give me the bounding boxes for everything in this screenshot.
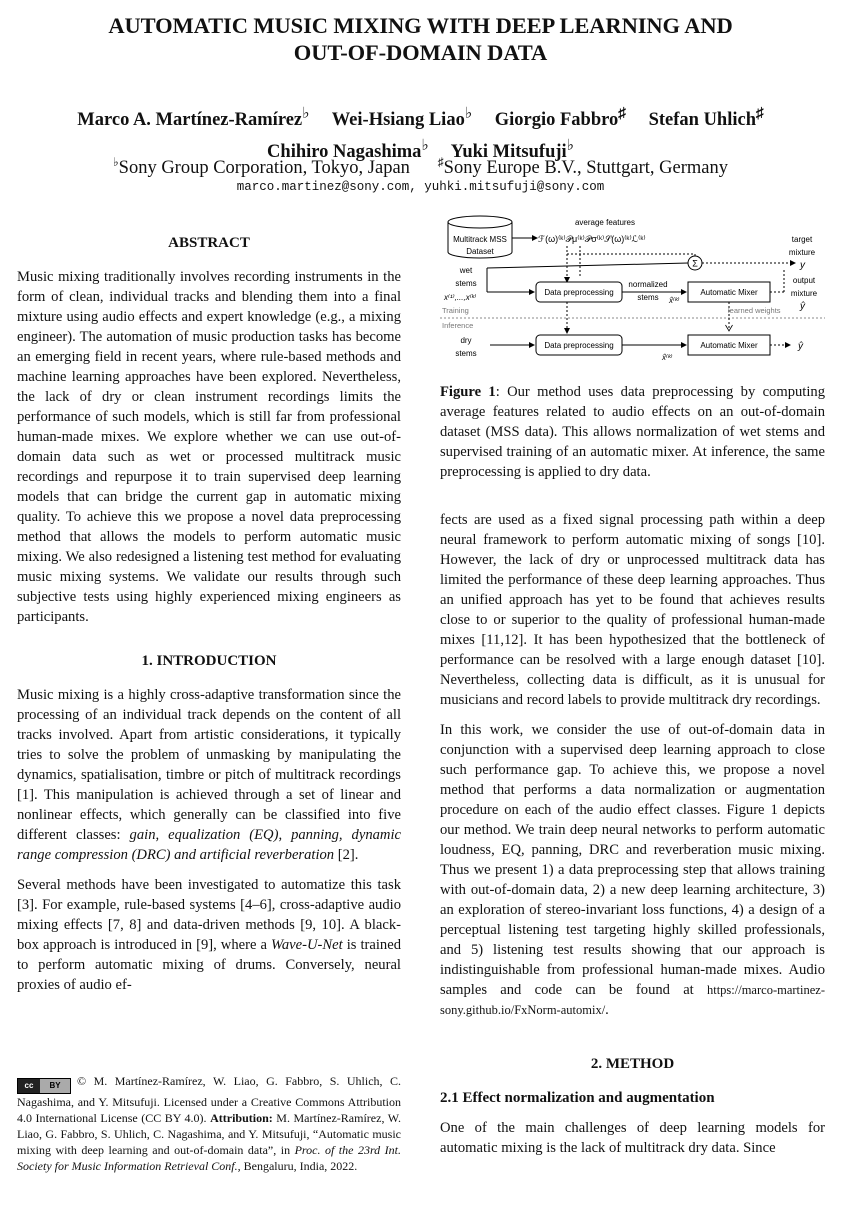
cc-by-icon: cc BY (17, 1078, 71, 1094)
right-column (440, 510, 825, 1168)
preprocessing-label-train: Data preprocessing (544, 288, 614, 297)
wet-label: wet (459, 266, 473, 275)
sum-symbol: Σ (692, 258, 698, 269)
inference-label: Inference (442, 321, 474, 330)
caption-text: : Our method uses data preprocessing by computing average features related to audio effects on an out-of-domain dataset (MSS data). This allows normalization of wet stems and supervised training of an automatic mixer. At inference, the same preprocessing is applied to dry data. (440, 384, 825, 480)
method-heading: 2. METHOD (590, 1056, 675, 1072)
method-paragraph-1: One of the main challenges of deep learning models for automatic mixing is the lack of multitrack dry data. Since (440, 1120, 825, 1156)
output-yhat: ŷ (800, 301, 805, 312)
target-label-2: mixture (788, 248, 816, 257)
target-label-1: target (791, 235, 813, 244)
x-sequence: x⁽¹⁾,...,x⁽ᵏ⁾ (444, 293, 477, 302)
mixer-label-train: Automatic Mixer (700, 288, 758, 297)
learned-weights-label: learned weights (728, 306, 781, 315)
left-column (17, 233, 401, 1005)
affiliation-sony-group: Sony Group Corporation, Tokyo, Japan (118, 158, 410, 179)
intro-paragraph-2: Several methods have been investigated to automatize this task [3]. For example, rule-based systems [4–6], cross-adaptive audio mixing effects [7, 8] and data-driven methods [9, 10]. A black-box approach is introduced in [9], where a Wave-U-Net is trained to perform automatic mixing of drums. Conversely, neural proxies of audio ef- (17, 877, 401, 993)
feature-symbols: ℱ(ω)⁽ᵏ⁾𝒫μ⁽ᵏ⁾𝒫σ⁽ᵏ⁾𝒮(ω)⁽ᵏ⁾ℒ⁽ᵏ⁾ (538, 234, 646, 244)
infer-yhat: ŷ (798, 341, 803, 352)
project-url[interactable]: https://marco-martinez-sony.github.io/FxNorm-automix/ (440, 983, 825, 1017)
normalized-label: normalized (628, 280, 668, 289)
license-footnote: cc BY © M. Martínez-Ramírez, W. Liao, G. Fabbro, S. Uhlich, C. Nagashima, and Y. Mitsufuji. Licensed under a Creative Commons Attribution 4.0 International License (CC BY 4.0). Attribution: M. Martínez-Ramírez, W. Liao, G. Fabbro, S. Uhlich, C. Nagashima, and Y. Mitsufuji, “Automatic music mixing with deep learning and out-of-domain data”, in Proc. of the 23rd Int. Society for Music Information Retrieval Conf., Bengaluru, India, 2022. (17, 1074, 401, 1173)
author-3: Giorgio Fabbro♯ (494, 105, 626, 131)
output-label-1: output (792, 276, 816, 285)
dataset-cylinder (448, 216, 512, 258)
caption-label: Figure 1 (440, 384, 496, 400)
author-4: Stefan Uhlich♯ (648, 105, 764, 131)
figure-1-diagram (440, 212, 825, 372)
paper-title (40, 12, 801, 66)
author-6: Yuki Mitsufuji♭ (450, 137, 574, 163)
xhat-infer: x̂⁽ᵏ⁾ (662, 353, 673, 362)
author-2: Wei-Hsiang Liao♭ (331, 105, 473, 131)
author-5: Chihiro Nagashima♭ (267, 137, 429, 163)
dry-stems-label: stems (455, 349, 477, 358)
affiliation-sony-europe: Sony Europe B.V., Stuttgart, Germany (443, 158, 729, 179)
author-1: Marco A. Martínez-Ramírez♭ (77, 105, 310, 131)
figure-1-caption (440, 382, 825, 492)
abstract-heading: ABSTRACT (168, 235, 250, 251)
title-line-1: AUTOMATIC MUSIC MIXING WITH DEEP LEARNING AND (108, 13, 733, 38)
title-line-2: OUT-OF-DOMAIN DATA (293, 40, 548, 65)
dry-label: dry (460, 336, 472, 345)
intro-paragraph-3: fects are used as a fixed signal processing path within a deep neural framework to perform automatic mixing of songs [10]. However, the lack of dry or unprocessed multitrack data has limited the performance of these deep learning approaches. Thus an unified approach has yet to be found that achieves results close to or superior to the quality of professional human-made mixes [11,12]. It has been hypothesized that the bottleneck of performance can be resolved with a large enough dataset [10]. Nevertheless, collecting data is difficult, as it is unusual for musicians and record labels to provide multitrack dry recordings. (440, 512, 825, 708)
abstract-text: Music mixing traditionally involves recording instruments in the form of clean, individual tracks and blending them into a final mixture using audio effects and expert knowledge (e.g., a mixing engineer). The automation of music production tasks has become an emerging field in recent years, where rule-based methods and machine learning approaches have been explored. Nevertheless, the lack of dry or clean instrument recordings limits the performance of such models, which is still far from professional human-made mixes. We explore whether we can use out-of-domain data such as wet or processed multitrack music recordings and repurpose it to train supervised deep learning models that can bridge the current gap in automatic mixing quality. To achieve this we propose a novel data preprocessing method that allows the models to perform automatic music mixing. We also redesigned a listening test method for evaluating music mixing systems. We validate our results through such subjective tests using highly experienced mixing engineers as participants. (17, 269, 401, 625)
intro-paragraph-1: Music mixing is a highly cross-adaptive transformation since the processing of an individual track depends on the content of all tracks involved. Apart from artistic considerations, it typically tries to solve the problem of unmasking by manipulating the dynamics, spatialisation, timbre or pitch of multitrack recordings [1]. This manipulation is achieved through a set of linear and nonlinear effects, which generally can be classified into five different classes: gain, equalization (EQ), panning, dynamic range compression (DRC) and artificial reverberation [2]. (17, 687, 402, 863)
normalized-stems-label: stems (637, 293, 659, 302)
average-features-label: average features (574, 218, 636, 227)
subsection-heading: 2.1 Effect normalization and augmentation (440, 1090, 715, 1106)
affiliations: ♭Sony Group Corporation, Tokyo, Japan ♯Sony Europe B.V., Stuttgart, Germany (112, 155, 729, 179)
dataset-label-2: Dataset (466, 247, 494, 256)
xhat-train: x̂⁽ᵏ⁾ (669, 296, 680, 305)
mixer-label-infer: Automatic Mixer (700, 341, 758, 350)
preprocessing-label-infer: Data preprocessing (544, 341, 614, 350)
training-label: Training (442, 306, 469, 315)
author-emails: marco.martinez@sony.com, yuhki.mitsufuji@sony.com (236, 180, 605, 194)
dataset-label-1: Multitrack MSS (453, 235, 507, 244)
introduction-heading: 1. INTRODUCTION (141, 653, 277, 669)
output-label-2: mixture (790, 289, 818, 298)
wet-stems-label: stems (455, 279, 477, 288)
intro-paragraph-4: In this work, we consider the use of out-of-domain data in conjunction with a supervised deep learning approach to close such performance gap. To achieve this, we propose a novel method that performs a data normalization or augmentation procedure on each of the audio effect classes. Figure 1 depicts our method. We train deep neural networks to perform automatic loudness, EQ, panning, DRC and reverberation music mixing. Thus we present 1) a data preprocessing step that allows training with out-of-domain data, 2) a new deep learning architecture, 3) an exploration of stereo-invariant loss functions, 4) a design of a perceptual listening test targeting highly skilled professionals, and 5) listening test results showing that our approach is indistinguishable from professional human-made mixes. Audio samples and code can be found at https://marco-martinez-sony.github.io/FxNorm-automix/. (440, 722, 825, 1018)
target-y: y (800, 260, 805, 271)
